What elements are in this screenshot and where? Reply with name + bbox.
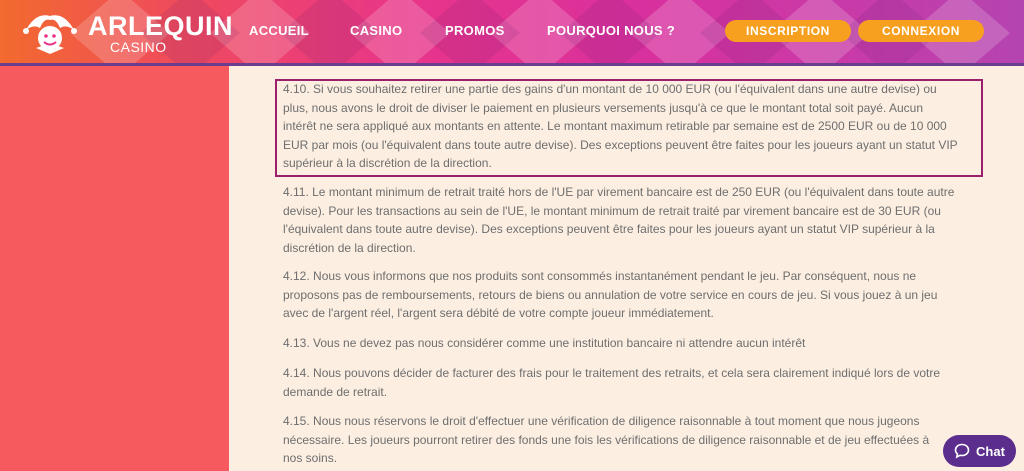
brand-subtitle: CASINO (110, 39, 167, 55)
text-line: 4.14. Nous pouvons décider de facturer des frais pour le traitement des retraits, et cela sera clairement indiqué lors de votre (283, 366, 941, 380)
text-line: avec de l'argent réel, l'argent sera débité de votre compte joueur immédiatement. (283, 306, 714, 321)
signup-button[interactable]: INSCRIPTION (725, 20, 851, 42)
text-line: nécessaire. Les joueurs pourront retirer des fonds une fois les vérifications de diligence raisonnable et de jeu effectuées à (283, 432, 930, 447)
terms-paragraph-4-10 (283, 80, 973, 173)
terms-paragraph-4-15 (283, 412, 973, 468)
chat-label: Chat (976, 443, 1005, 459)
text-line: nos soins. (283, 451, 338, 466)
brand-title: ARLEQUIN (88, 11, 233, 41)
terms-paragraph-4-12 (283, 267, 973, 323)
brand-logo[interactable] (22, 8, 233, 56)
text-line: supérieur à la discrétion de la direction. (283, 156, 492, 171)
nav-pourquoi-nous[interactable]: POURQUOI NOUS ? (547, 23, 676, 38)
terms-paragraph-4-13 (283, 334, 973, 353)
text-line: EUR par mois (ou l'équivalent dans toute autre devise). Des exceptions peuvent être faites pour les joueurs ayant un statut VIP (283, 137, 958, 152)
text-line: demande de retrait. (283, 384, 388, 399)
text-line: proposons pas de remboursements, retours de biens ou annulation de votre service en cours de jeu. Si vous jouez à un jeu (283, 287, 938, 302)
terms-paragraph-4-11 (283, 183, 973, 257)
text-line: l'équivalent dans toute autre devise). Des exceptions peuvent être faites pour les joueurs ayant un statut VIP supérieur à la (283, 222, 935, 237)
nav-casino[interactable]: CASINO (350, 23, 403, 38)
text-line: 4.10. Si vous souhaitez retirer une partie des gains d'un montant de 10 000 EUR (ou l'équivalent dans une autre devise) ou (283, 82, 937, 96)
nav-accueil[interactable]: ACCUEIL (249, 23, 309, 38)
terms-paragraph-4-14 (283, 364, 973, 401)
chat-button[interactable] (943, 435, 1016, 467)
text-line: discrétion de la direction. (283, 240, 416, 255)
text-line: 4.11. Le montant minimum de retrait traité hors de l'UE par virement bancaire est de 250 EUR (ou l'équivalent dans toute autre (283, 185, 955, 199)
site-header (0, 0, 1024, 66)
login-button[interactable]: CONNEXION (858, 20, 984, 42)
text-line: 4.15. Nous nous réservons le droit d'effectuer une vérification de diligence raisonnable à tout moment que nous jugeons (283, 414, 920, 428)
text-line: intérêt ne sera appliqué aux montants en attente. Le montant maximum retirable par semaine est de 2500 EUR ou de 10 000 (283, 119, 947, 134)
left-side-panel (0, 66, 229, 471)
text-line: plus, nous avons le droit de diviser le paiement en plusieurs versements jusqu'à ce que le montant total soit payé. Aucun (283, 100, 923, 115)
text-line: 4.12. Nous vous informons que nos produits sont consommés instantanément pendant le jeu. Par conséquent, nous ne (283, 269, 917, 283)
jester-logo-icon (22, 10, 78, 56)
text-line: 4.13. Vous ne devez pas nous considérer comme une institution bancaire ni attendre aucun intérêt (283, 336, 806, 350)
chat-bubble-icon (954, 443, 970, 459)
nav-promos[interactable]: PROMOS (445, 23, 505, 38)
text-line: devise). Pour les transactions au sein de l'UE, le montant minimum de retrait traité par virement bancaire est de 30 EUR (ou (283, 203, 941, 218)
